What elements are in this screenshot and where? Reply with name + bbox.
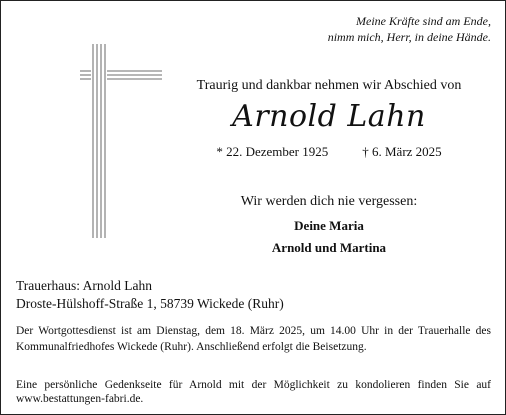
birth-date: * 22. Dezember 1925 [216, 144, 329, 159]
mourners [173, 215, 485, 259]
service-info: Der Wortgottesdienst ist am Dienstag, dem 18. März 2025, um 14.00 Uhr in der Trauerhalle des Kommunalfriedhofes Wickede (Ruhr). Anschließend erfolgt die Beisetzung. [16, 325, 491, 353]
memorial-page-info: Eine persönliche Gedenkseite für Arnold mit der Möglichkeit zu kondolieren finden Sie auf www.bestattungen-fabri.de. [16, 379, 491, 405]
cross-icon [79, 43, 163, 239]
farewell-text: Wir werden dich nie vergessen: [240, 194, 418, 209]
deceased-name: Arnold Lahn [232, 99, 426, 134]
house-line-1: Trauerhaus: Arnold Lahn [16, 278, 152, 293]
quote-line-2: nimm mich, Herr, in deine Hände. [327, 30, 491, 44]
mourner-name: Deine Maria [294, 218, 364, 233]
mourner-name: Arnold und Martina [271, 240, 387, 255]
intro-text: Traurig und dankbar nehmen wir Abschied von [196, 78, 462, 93]
death-date: † 6. März 2025 [362, 144, 442, 159]
quote [328, 13, 491, 45]
life-dates [173, 144, 485, 160]
mourning-house-address [16, 277, 284, 313]
quote-line-1: Meine Kräfte sind am Ende, [356, 14, 491, 28]
house-line-2: Droste-Hülshoff-Straße 1, 58739 Wickede (Ruhr) [16, 296, 284, 311]
